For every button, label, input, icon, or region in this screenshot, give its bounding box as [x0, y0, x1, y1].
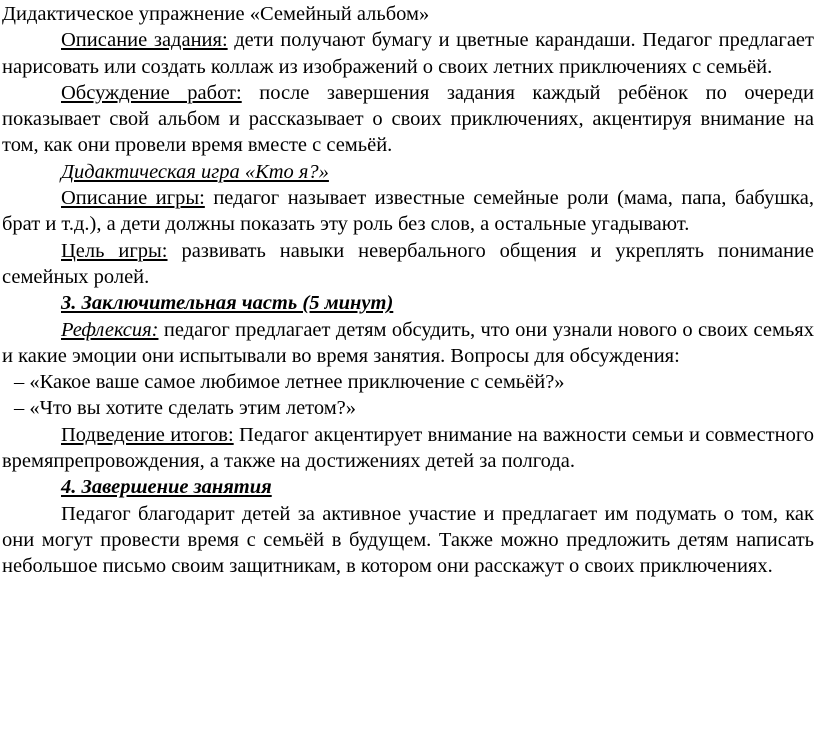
- game-goal-paragraph: [2, 238, 814, 291]
- exercise-title: Дидактическое упражнение «Семейный альбом»: [2, 3, 430, 25]
- game-title-line: [2, 159, 814, 185]
- game-description-text: педагог называет известные семейные роли (мама, папа, бабушка, брат и т.д.), а дети должны показать эту роль без слов, а остальные угадывают.: [2, 187, 814, 236]
- game-goal-text: развивать навыки невербального общения и укреплять понимание семейных ролей.: [2, 239, 814, 288]
- task-text: дети получают бумагу и цветные карандаши. Педагог предлагает нарисовать или создать коллаж из изображений о своих летних приключениях с семьёй.: [2, 29, 814, 78]
- section3-title-line: [2, 290, 814, 316]
- game-goal-label: Цель игры:: [61, 239, 168, 262]
- section4-title: 4. Завершение занятия: [61, 476, 272, 499]
- summary-text: Педагог акцентирует внимание на важности семьи и совместного времяпрепровождения, а также на достижениях детей за полгода.: [2, 423, 814, 473]
- reflection-paragraph: [2, 317, 814, 370]
- closing-paragraph: Педагог благодарит детей за активное участие и предлагает им подумать о том, как они могут провести время с семьёй в будущем. Также можно предложить детям написать небольшое письмо своим защитникам, в котором они расскажут о своих приключениях.: [2, 502, 814, 578]
- reflection-text: педагог предлагает детям обсудить, что они узнали нового о своих семьях и какие эмоции они испытывали во время занятия. Вопросы для обсуждения:: [2, 318, 814, 367]
- task-paragraph: [2, 27, 814, 80]
- question-item: – «Что вы хотите сделать этим летом?»: [14, 397, 357, 420]
- discussion-text: после завершения задания каждый ребёнок по очереди показывает свой альбом и рассказывает о своих приключениях, акцентируя внимание на том, как они провели время вместе с семьёй.: [2, 81, 814, 157]
- reflection-label: Рефлексия:: [61, 318, 159, 341]
- question-item: – «Какое ваше самое любимое летнее приключение с семьёй?»: [14, 371, 565, 394]
- discussion-label: Обсуждение работ:: [61, 81, 242, 104]
- section3-title: 3. Заключительная часть (5 минут): [61, 292, 394, 315]
- game-description-label: Описание игры:: [61, 187, 205, 210]
- task-label: Описание задания:: [61, 29, 228, 52]
- discussion-paragraph: [2, 80, 814, 159]
- summary-label: Подведение итогов:: [61, 423, 234, 446]
- game-description-paragraph: [2, 185, 814, 238]
- game-title: Дидактическая игра «Кто я?»: [61, 160, 329, 183]
- section4-title-line: [2, 474, 814, 500]
- summary-paragraph: [2, 422, 814, 475]
